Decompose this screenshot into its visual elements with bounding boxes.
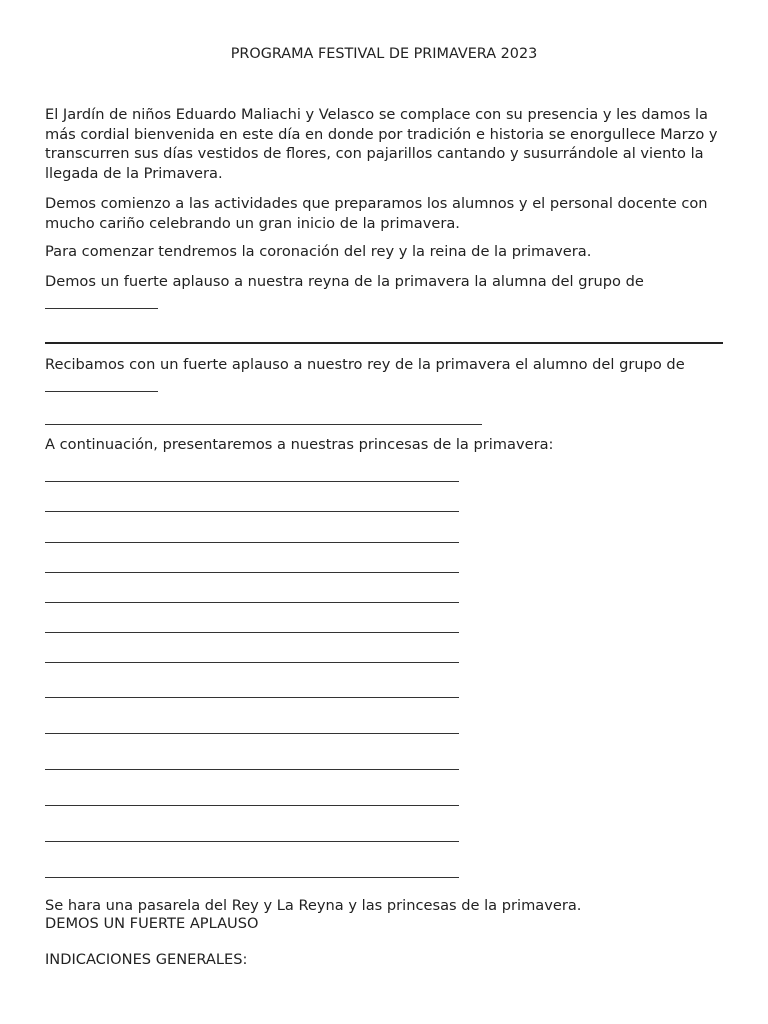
princess-name-blank bbox=[45, 602, 459, 603]
general-instructions-heading: INDICACIONES GENERALES: bbox=[45, 951, 248, 968]
activities-paragraph: Demos comienzo a las actividades que preparamos los alumnos y el personal docente con mucho cariño celebrando un gran inicio de la primavera. bbox=[45, 195, 708, 232]
princesses-intro: A continuación, presentaremos a nuestras princesas de la primavera: bbox=[45, 436, 554, 453]
princess-name-blank bbox=[45, 511, 459, 512]
section-divider bbox=[45, 342, 723, 344]
princess-name-blank bbox=[45, 841, 459, 842]
queen-paragraph: Demos un fuerte aplauso a nuestra reyna de la primavera la alumna del grupo de bbox=[45, 273, 644, 290]
coronation-paragraph: Para comenzar tendremos la coronación del rey y la reina de la primavera. bbox=[45, 243, 592, 260]
princess-name-blank bbox=[45, 632, 459, 633]
princess-name-blank bbox=[45, 733, 459, 734]
princess-name-blank bbox=[45, 769, 459, 770]
princess-name-blank bbox=[45, 662, 459, 663]
princess-name-blank bbox=[45, 572, 459, 573]
princess-name-blank bbox=[45, 877, 459, 878]
queen-group-blank bbox=[45, 308, 158, 309]
princess-name-blank bbox=[45, 481, 459, 482]
page-title: PROGRAMA FESTIVAL DE PRIMAVERA 2023 bbox=[230, 46, 538, 62]
king-paragraph: Recibamos con un fuerte aplauso a nuestro rey de la primavera el alumno del grupo de bbox=[45, 356, 685, 373]
welcome-paragraph: El Jardín de niños Eduardo Maliachi y Velasco se complace con su presencia y les damos la más cordial bienvenida en este día en donde por tradición e historia se enorgullece Marzo y transcurren sus días vestidos de flores, con pajarillos cantando y susurrándole al viento la llegada de la Primavera. bbox=[45, 106, 718, 182]
princess-name-blank bbox=[45, 697, 459, 698]
king-name-blank bbox=[45, 424, 482, 425]
applause-line: DEMOS UN FUERTE APLAUSO bbox=[45, 915, 259, 932]
king-group-blank bbox=[45, 391, 158, 392]
princess-name-blank bbox=[45, 542, 459, 543]
princess-name-blank bbox=[45, 805, 459, 806]
catwalk-paragraph: Se hara una pasarela del Rey y La Reyna y las princesas de la primavera. bbox=[45, 897, 582, 914]
